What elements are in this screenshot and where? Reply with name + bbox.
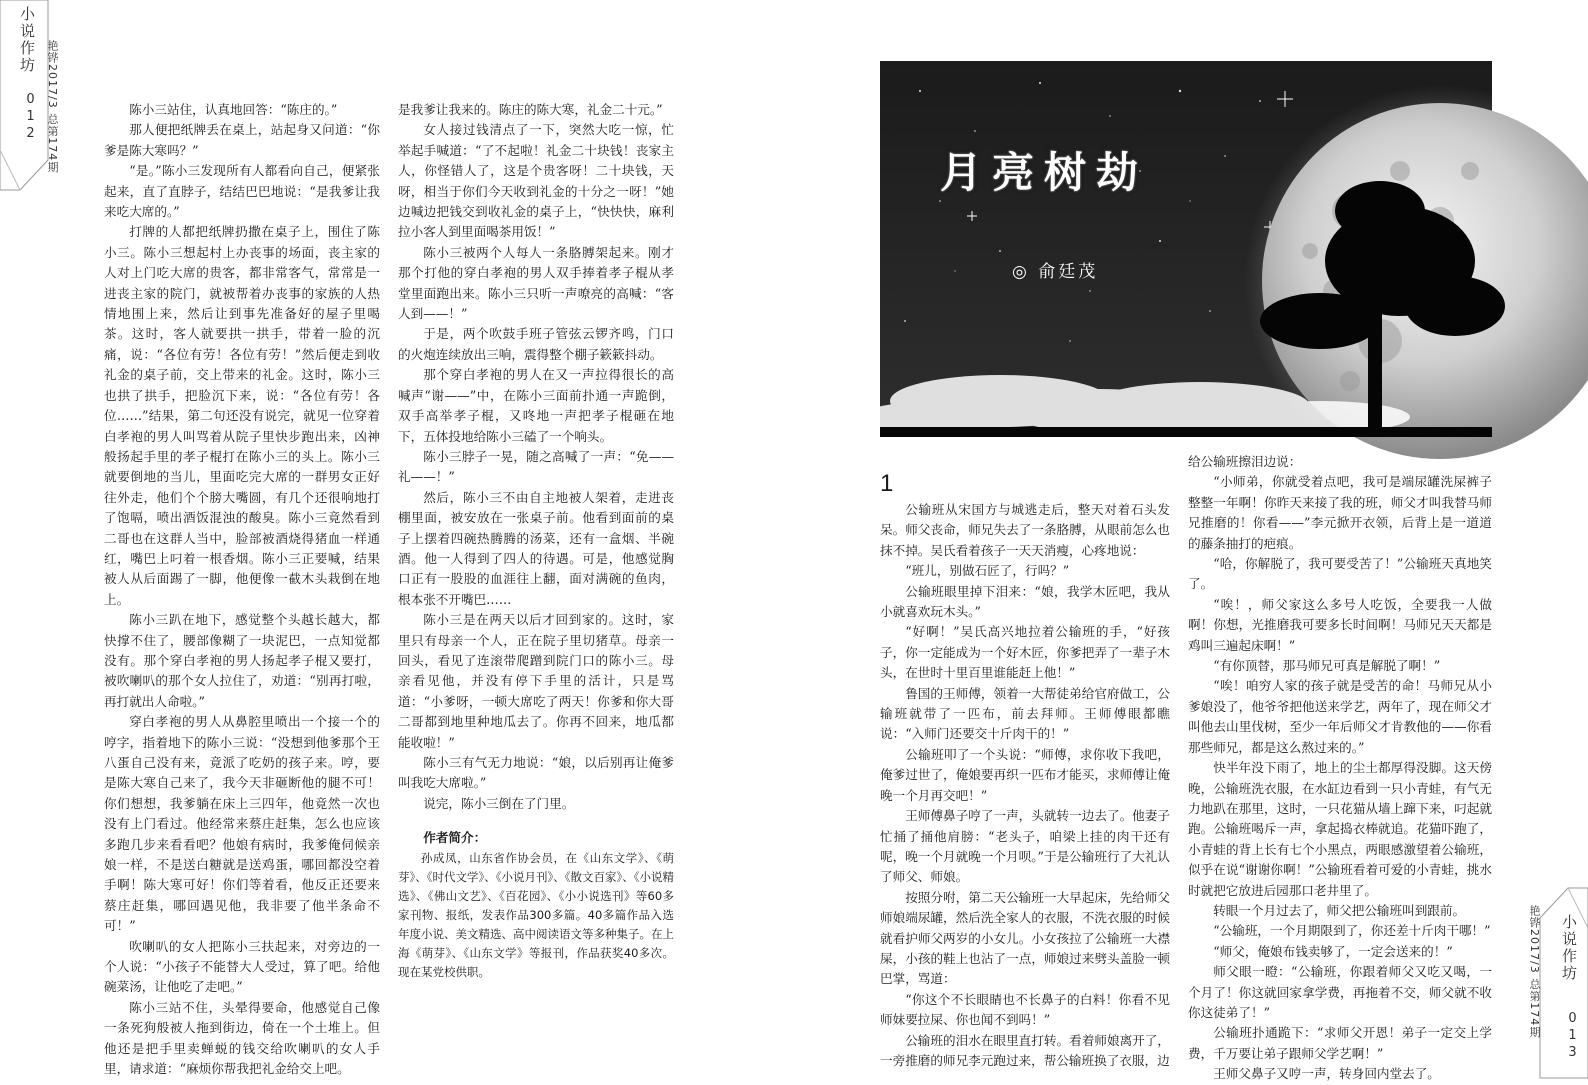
paragraph: 然后，陈小三不由自主地被人架着，走进丧棚里面，被安放在一张桌子前。他看到面前的桌子上摆着四碗热腾腾的汤菜，还有一盒烟、半碗酒。他一人得到了四人的待遇。可是，他感觉胸口正有一股股的血涯往上翻，面对满碗的鱼肉，根本张不开嘴巴…… [398,489,674,607]
paragraph: 穿白孝袍的男人从鼻腔里喷出一个接一个的哼字，指着地下的陈小三说：“没想到他爹那个王八蛋自己没有来，竟派了吃奶的孩子来。哼，要是陈大寒自己来了，我今天非砸断他的腿不可！你们想想，我爹躺在床上三四年，他竟然一次也没有上门看过。他经常来蔡庄赶集，怎么也应该多跑几步来看看吧？他娘有病时，我爹俺伺候亲娘一样，不是送白糖就是送鸡蛋，哪回都没空着手啊！陈大寒可好！你们等着看，他反正还要来蔡庄赶集，哪回遇见他，我非要了他半条命不可！” [104,714,380,934]
issue-info: 艳铧2017/3 总第174期 [1528,904,1541,1038]
column-label: 小说作坊 [1560,914,1578,982]
right-column-1-body [880,500,1170,1071]
moon-tree-illustration [880,61,1492,437]
column-label: 小说作坊 [18,6,36,74]
paragraph: 吹喇叭的女人把陈小三扶起来，对旁边的一个人说：“小孩子不能替大人受过，算了吧。给他碗菜汤，让他吃了走吧。” [104,938,380,995]
paragraph: 陈小三是在两天以后才回到家的。这时，家里只有母亲一个人，正在院子里切猪草。母亲一回头，看见了连滚带爬蹭到院门口的陈小三。母亲看见他，并没有停下手里的活计，只是骂道：“小爹呀，一顿大席吃了两天！你爹和你大哥二哥都到地里种地瓜去了。你再不回来，地瓜都能收啦！” [398,612,674,750]
paragraph: 师父眼一瞪：“公输班，你跟着师父又吃又喝，一个月了！你这就回家拿学费，再拖着不交，师父就不收你这徒弟了！” [1188,964,1492,1020]
paragraph: “师父，俺娘布钱卖够了，一定会送来的！” [1213,943,1453,959]
paragraph: 给公输班擦泪边说： [1188,454,1302,469]
right-column-2 [1188,452,1492,1082]
paragraph: 鲁国的王师傅，领着一大帮徒弟给官府做工，公输班就带了一匹布，前去拜师。王师傅眼都瞧说：“入师门还要交十斤肉干的！” [880,685,1170,742]
paragraph: 陈小三趴在地下，感觉整个头越长越大，都快撑不住了，腰部像糊了一块泥巴，一点知觉都没有。那个穿白孝袍的男人扬起孝子棍又要打，被吹喇叭的那个女人拉住了，劝道：“别再打啦，再打就出人命啦。” [104,612,380,709]
paragraph: 公输班从宋国方与城逃走后，整天对着石头发呆。师父丧命，师兄失去了一条胳膊，从眼前怎么也抹不掉。吴氏看着孩子一天天消瘦，心疼地说： [880,502,1170,558]
paragraph: “唉！咱穷人家的孩子就是受苦的命！马师兄从小爹娘没了，他爷爷把他送来学艺，两年了，现在师父才叫他去山里伐树，至少一年后师父才肯教他的——你看那些师兄，都是这么熬过来的。” [1188,678,1492,755]
paragraph: “有你顶替，那马师兄可真是解脱了啊！” [1213,658,1441,674]
paragraph: 女人接过钱清点了一下，突然大吃一惊，忙举起手喊道：“了不起啦！礼金二十块钱！丧家主人，你怪错人了，这是个贵客呀！二十块钱，天呀，相当于你们今天收到礼金的十分之一呀！”她边喊边把钱交到收礼金的桌子上，“快快快，麻利拉小客人到里面喝茶用饭！” [398,122,674,240]
paragraph: 陈小三被两个人每人一条胳膊架起来。刚才那个打他的穿白孝袍的男人双手捧着孝子棍从孝堂里面跑出来。陈小三只听一声嘹亮的高喊：“客人到——！” [398,244,674,322]
page-number: 012 [23,92,38,143]
paragraph: 王师傅鼻子哼了一声，头就转一边去了。他妻子忙捅了捅他肩膀：“老头子，咱梁上挂的肉干还有呢，晚一个月就晚一个月呗。”于是公输班行了大礼认了师父、师娘。 [880,808,1170,885]
right-column-1 [880,470,1170,1068]
paragraph: “唉！，师父家这么多号人吃饭，全要我一人做啊！你想，光推磨我可要多长时间啊！马师兄天天都是鸡叫三遍起床啊！” [1188,596,1492,653]
story-author: ◎ 俞廷茂 [1012,262,1099,282]
paragraph: 是我爹让我来的。陈庄的陈大寒，礼金二十元。” [398,102,663,117]
paragraph: 那人便把纸牌丢在桌上，站起身又问道：“你爹是陈大寒吗？” [104,122,380,158]
paragraph: 公输班眼里掉下泪来：“娘，我学木匠吧，我从小就喜欢玩木头。” [880,583,1170,620]
paragraph: 打牌的人都把纸牌扔撒在桌子上，围住了陈小三。陈小三想起村上办丧事的场面，丧主家的人对上门吃大席的贵客，都非常客气，常常是一进丧主家的院门，就被帮着办丧事的家族的人热情地围上来，然后让到事先准备好的屋子里喝茶。这时，客人就要拱一拱手，带着一脸的沉痛，说：“各位有劳！各位有劳！”然后便走到收礼金的桌子前，交上带来的礼金。这时，陈小三也拱了拱手，把脸沉下来，说：“各位有劳！各位……”结果，第二句还没有说完，就见一位穿着白孝袍的男人叫骂着从院子里快步跑出来，凶神般扬起手里的孝子棍打在陈小三的头上。陈小三就要倒地的当儿，里面吃完大席的一群男女正好往外走，他们个个膀大嘴圆，有几个还很响地打了饱嗝，喷出酒饭混浊的酸臭。陈小三竟然看到二哥也在这群人当中，脸部被酒烧得猪血一样通红，嘴巴上叼着一根香烟。陈小三正要喊，结果被人从后面踢了一脚，他便像一截木头栽倒在地上。 [104,224,380,607]
paragraph: “是。”陈小三发现所有人都看向自己，便紧张起来，直了直脖子，结结巴巴地说：“是我爹让我来吃大席的。” [104,163,380,220]
paragraph: 公输班的泪水在眼里直打转。看着师娘离开了，一旁推磨的师兄李元跑过来，帮公输班换了衣服，边 [880,1032,1170,1068]
left-page [0,0,794,1078]
paragraph: 陈小三站住，认真地回答：“陈庄的。” [129,102,338,117]
issue-info: 艳铧2017/3 总第174期 [46,40,59,174]
paragraph: 于是，两个吹鼓手班子管弦云锣齐鸣，门口的火炮连续放出三响，震得整个棚子簌簌抖动。 [398,326,674,362]
author-bio-heading: 作者简介： [423,830,487,846]
paragraph: 陈小三有气无力地说：“娘，以后别再让俺爹叫我吃大席啦。” [398,755,674,791]
paragraph: 按照分咐，第二天公输班一大早起床，先给师父师娘端尿罐，然后洗全家人的衣服，不洗衣服的时候就看护师父两岁的小女儿。小女孩拉了公输班一大襟屎，小孩的鞋上也沾了一点，师娘过来劈头盖脸一顿巴掌，骂道： [880,889,1170,987]
left-column-2 [398,100,674,1040]
paragraph: “班儿，别做石匠了，行吗？” [905,563,1070,579]
paragraph: 陈小三站不住，头晕得要命，他感觉自己像一条死狗般被人拖到街边，倚在一个土堆上。但他还是把手里卖蝉蜕的钱交给吹喇叭的女人手里，请求道：“麻烦你帮我把礼金给交上吧。 [104,999,380,1077]
left-column-2-body [398,100,674,814]
section-number: 1 [880,470,894,497]
paragraph: 公输班叩了一个头说：“师傅，求你收下我吧，俺爹过世了，俺娘要再织一匹布才能买，求师傅让俺晚一个月再交吧！” [880,746,1170,803]
paragraph: “你这个不长眼睛也不长鼻子的白料！你看不见师妹要拉屎、你也闻不到吗！” [880,991,1170,1028]
paragraph: 公输班扑通跪下：“求师父开恩！弟子一定交上学费，千万要让弟子跟师父学艺啊！” [1188,1025,1492,1061]
paragraph: 王师父鼻子又哼一声，转身回内堂去了。 [1213,1066,1440,1082]
author-bio-text: 孙成凤，山东省作协会员，在《山东文学》、《萌芽》、《时代文学》、《小说月刊》、《散文百家》、《小说精选》、《佛山文艺》、《百花园》、《小小说选刊》等60多家刊物、报纸，发表作品300多篇。40多篇作品入选年度小说、美文精选、高中阅读语文等多种集子。在上海《萌芽》、《山东文学》等报刊，作品获奖40多次。现在某党校供职。 [398,850,674,979]
paragraph: 说完，陈小三倒在了门里。 [423,795,575,811]
page-number: 013 [1565,1011,1580,1062]
story-title: 月亮树劫 [940,148,1149,197]
left-column-1 [104,100,380,1077]
paragraph: “哈，你解脱了，我可要受苦了！”公输班天真地笑了。 [1188,556,1492,592]
paragraph: 快半年没下雨了，地上的尘土都厚得没脚。这天傍晚，公输班洗衣服，在水缸边看到一只小青蛙，有气无力地趴在那里，这时，一只花猫从墙上蹿下来，叼起就跑。公输班喝斥一声，拿起捣衣棒就追。花猫吓跑了，小青蛙的背上长有七个小黑点，两眼感激望着公输班，似乎在说“谢谢你啊！”公输班看着可爱的小青蛙，挑水时就把它放进后园那口老井里了。 [1188,760,1492,898]
paragraph: “小师弟，你就受着点吧，我可是端尿罐洗屎裤子整整一年啊！你昨天来接了我的班，师父才叫我替马师兄推磨的！你看——”李元掀开衣领，后背上是一道道的藤条抽打的疤痕。 [1188,474,1492,551]
paragraph: 那个穿白孝袍的男人在又一声拉得很长的高喊声“谢——”中，在陈小三面前扑通一声跪倒，双手高举孝子棍，又咚地一声把孝子棍砸在地下，五体投地给陈小三磕了一个响头。 [398,367,674,444]
paragraph: 陈小三脖子一晃，随之高喊了一声：“免——礼——！” [398,448,674,485]
paragraph: “公输班，一个月期限到了，你还差十斤肉干哪！” [1213,923,1491,939]
paragraph: “好啊！”吴氏高兴地拉着公输班的手，“好孩子，你一定能成为一个好木匠，你爹把弄了一辈子木头，在世时十里百里谁能赶上他！” [880,624,1170,681]
paragraph: 转眼一个月过去了，师父把公输班叫到跟前。 [1213,902,1466,918]
